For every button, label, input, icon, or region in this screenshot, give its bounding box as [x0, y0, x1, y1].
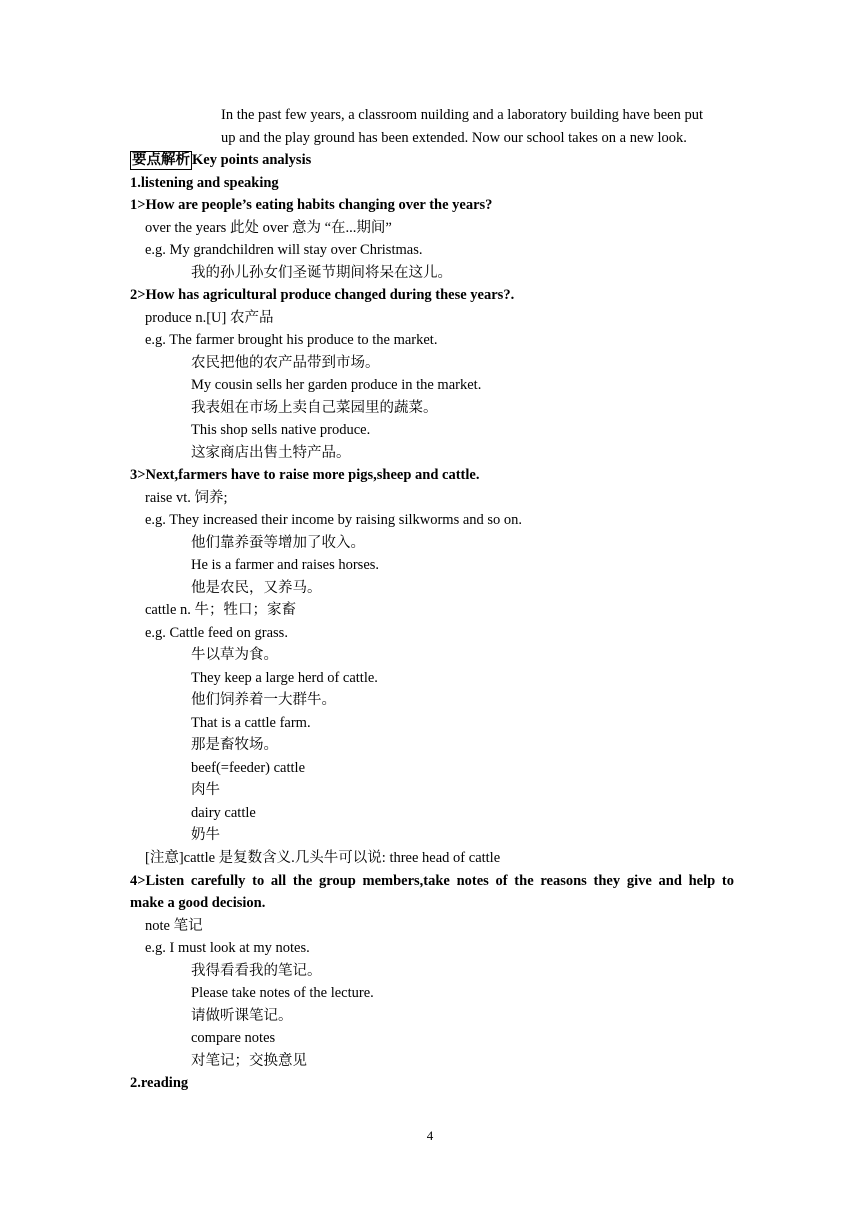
- q3-line: 他们靠养蚕等增加了收入。: [191, 535, 365, 551]
- q3-line: 他们饲养着一大群牛。: [191, 692, 336, 708]
- q1-note: over the years 此处 over 意为 “在...期间”: [145, 220, 392, 236]
- q2-line: 我表姐在市场上卖自己菜园里的蔬菜。: [191, 400, 438, 416]
- q3-example-cattle: e.g. Cattle feed on grass.: [145, 625, 288, 641]
- q3-line: 那是畜牧场。: [191, 737, 278, 753]
- q3-attention: [注意]cattle 是复数含义.几头牛可以说: three head of cattle: [145, 850, 501, 866]
- q1-example: e.g. My grandchildren will stay over Christmas.: [145, 242, 423, 258]
- q2-line: My cousin sells her garden produce in the market.: [191, 377, 482, 393]
- q3-line: 奶牛: [191, 827, 220, 843]
- q3-line: 牛以草为食。: [191, 647, 278, 663]
- intro-line-2: up and the play ground has been extended. Now our school takes on a new look.: [221, 130, 687, 146]
- q1-translation: 我的孙儿孙女们圣诞节期间将呆在这儿。: [191, 265, 452, 281]
- q2-line: 农民把他的农产品带到市场。: [191, 355, 380, 371]
- q4-line: 我得看看我的笔记。: [191, 963, 322, 979]
- q3-vocab-cattle: cattle n. 牛；牲口；家畜: [145, 602, 297, 618]
- q3-question: 3>Next,farmers have to raise more pigs,sheep and cattle.: [130, 467, 480, 483]
- intro-line-1: In the past few years, a classroom nuilding and a laboratory building have been put: [221, 107, 703, 123]
- q4-question-line-2: make a good decision.: [130, 895, 266, 911]
- q3-line: 他是农民，又养马。: [191, 580, 322, 596]
- q4-example: e.g. I must look at my notes.: [145, 940, 310, 956]
- q4-line: 对笔记；交换意见: [191, 1053, 307, 1069]
- q2-line: 这家商店出售土特产品。: [191, 445, 351, 461]
- q1-question: 1>How are people’s eating habits changing over the years?: [130, 197, 493, 213]
- q4-line: 请做听课笔记。: [191, 1008, 293, 1024]
- q4-vocab: note 笔记: [145, 918, 203, 934]
- q3-line: He is a farmer and raises horses.: [191, 557, 380, 573]
- q3-line: dairy cattle: [191, 805, 256, 821]
- q3-line: 肉牛: [191, 782, 220, 798]
- q3-line: They keep a large herd of cattle.: [191, 670, 378, 686]
- section-1-title: 1.listening and speaking: [130, 175, 279, 191]
- q2-vocab: produce n.[U] 农产品: [145, 310, 274, 326]
- page-number: 4: [426, 1128, 434, 1143]
- q3-example-raise: e.g. They increased their income by raising silkworms and so on.: [145, 512, 523, 528]
- q4-line: compare notes: [191, 1030, 276, 1046]
- q2-line: This shop sells native produce.: [191, 422, 371, 438]
- q4-line: Please take notes of the lecture.: [191, 985, 374, 1001]
- q2-example: e.g. The farmer brought his produce to the market.: [145, 332, 438, 348]
- q3-line: That is a cattle farm.: [191, 715, 311, 731]
- q4-question-line-1: 4>Listen carefully to all the group members,take notes of the reasons they give and help to: [130, 873, 734, 889]
- q3-line: beef(=feeder) cattle: [191, 760, 306, 776]
- q2-question: 2>How has agricultural produce changed during these years?.: [130, 287, 515, 303]
- heading-title: Key points analysis: [192, 152, 312, 168]
- section-heading: [130, 151, 734, 170]
- boxed-label: 要点解析: [132, 152, 190, 168]
- section-2-title: 2.reading: [130, 1075, 189, 1091]
- q3-vocab-raise: raise vt. 饲养;: [145, 490, 228, 506]
